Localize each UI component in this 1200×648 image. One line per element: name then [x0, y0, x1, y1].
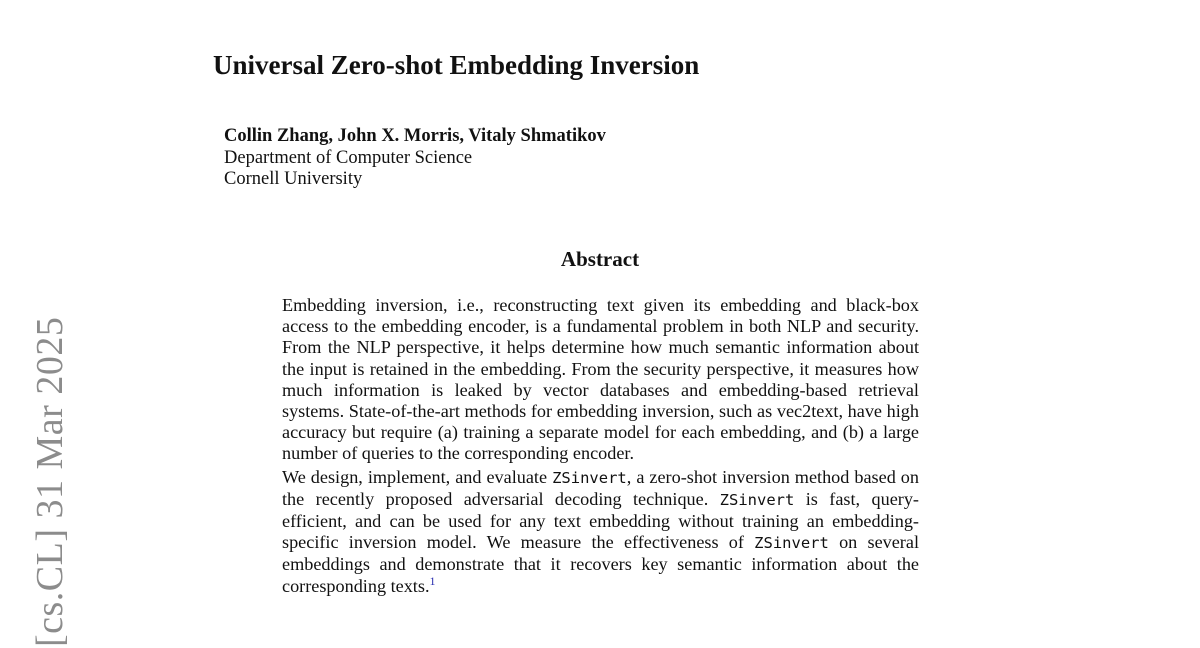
abstract-p2-part-d: on several embeddings and demonstrate that it recovers key semantic information about the corresponding texts. — [282, 532, 919, 596]
method-name-1: ZSinvert — [552, 468, 627, 487]
author-university: Cornell University — [224, 169, 363, 189]
abstract-paragraph-1: Embedding inversion, i.e., reconstructing text given its embedding and black-box access to the embedding encoder, is a fundamental problem in both NLP and security. From the NLP perspective, it helps determine how much semantic information about the input is retained in the embedding. From the security perspective, it measures how much information is leaked by vector databases and embedding-based retrieval systems. State-of-the-art methods for embedding inversion, such as vec2text, have high accuracy but require (a) training a separate model for each embedding, and (b) a large number of queries to the corresponding encoder. — [282, 295, 919, 464]
author-block — [224, 126, 606, 191]
author-names: Collin Zhang, John X. Morris, Vitaly Shmatikov — [224, 126, 606, 146]
paper-title: Universal Zero-shot Embedding Inversion — [213, 50, 700, 80]
author-department: Department of Computer Science — [224, 147, 473, 168]
abstract-body — [282, 295, 919, 599]
method-name-2: ZSinvert — [719, 490, 795, 509]
abstract-p2-part-c: is fast, query-efficient, and can be used for any text embedding without training an embedding-specific inversion model. We measure the effectiveness of — [282, 488, 919, 553]
abstract-p2-part-a: We design, implement, and evaluate — [282, 466, 553, 487]
abstract-p2-part-b: , a zero-shot inversion method based on the recently proposed adversarial decoding technique. — [282, 466, 919, 509]
arxiv-identifier-stamp — [28, 300, 72, 648]
arxiv-identifier-text: [cs.CL] 31 Mar 2025 — [29, 316, 71, 647]
abstract-paragraph-2 — [282, 467, 919, 597]
footnote-link[interactable]: 1 — [429, 573, 436, 588]
abstract-heading: Abstract — [560, 247, 640, 271]
method-name-3: ZSinvert — [754, 534, 829, 553]
